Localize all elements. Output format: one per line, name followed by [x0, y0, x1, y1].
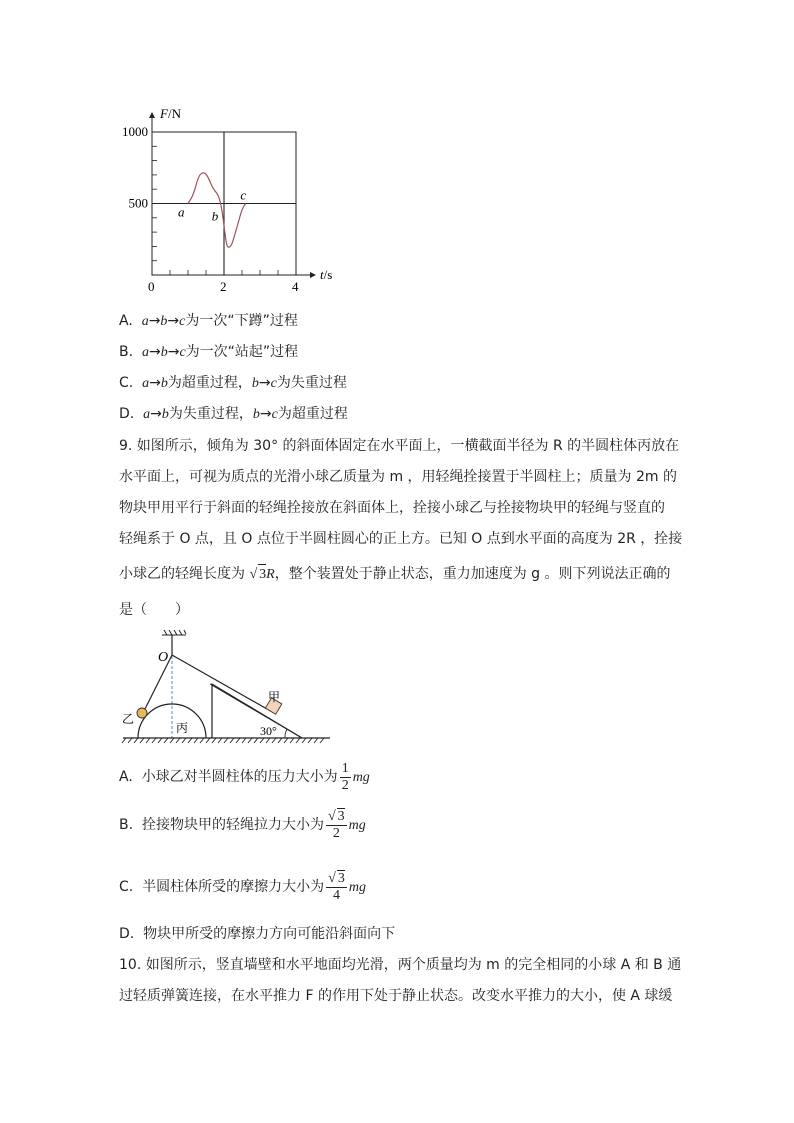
point-label-c: c — [240, 187, 247, 203]
hatch-line — [134, 738, 138, 743]
ball — [137, 708, 147, 718]
hatch-line — [170, 738, 174, 743]
q9-option-a[interactable]: A. 小球乙对半圆柱体的压力大小为 $\frac{1}{2}$ mg — [119, 760, 370, 793]
fraction: $\frac{√ 3}{2}$ — [327, 809, 345, 841]
label-bing: 丙 — [176, 721, 189, 735]
label-jia: 甲 — [268, 690, 281, 704]
y-axis-arrow — [149, 112, 155, 118]
hatch-line — [230, 738, 234, 743]
ceiling-hatch — [162, 630, 186, 635]
hatch-line — [308, 738, 312, 743]
q9-stem-line-2: 水平面上，可视为质点的光滑小球乙质量为 m ，用轻绳拴接置于半圆柱上；质量为 2m 的 — [119, 469, 677, 485]
point-label-b: b — [211, 208, 219, 224]
ground-hatch — [122, 738, 324, 743]
fraction: $\frac{1}{2}$ — [341, 760, 349, 793]
q9-stem-line-1: 9. 如图所示，倾角为 30° 的斜面体固定在水平面上，一横截面半径为 R 的半圆柱体丙放在 — [119, 438, 680, 454]
q8-option-c[interactable]: C. a→b为超重过程，b→c为失重过程 — [119, 375, 347, 391]
hatch-line — [188, 738, 192, 743]
q9-stem-line-5: 小球乙的轻绳长度为 √ 3R，整个装置处于静止状态，重力加速度为 g 。则下列说法正确的 — [119, 564, 671, 585]
hatch-line — [254, 738, 258, 743]
q9-physics-figure — [120, 628, 335, 746]
force-time-chart — [110, 100, 350, 295]
hatch-line — [320, 738, 324, 743]
hatch-line — [242, 738, 246, 743]
q10-stem-line-2: 过轻质弹簧连接，在水平推力 F 的作用下处于静止状态。改变水平推力的大小，使 A 球缓 — [119, 988, 673, 1004]
hatch-line — [224, 738, 228, 743]
q9-stem-line-4: 轻绳系于 O 点，且 O 点位于半圆柱圆心的正上方。已知 O 点到水平面的高度为 2R ，拴接 — [119, 531, 683, 547]
y-tick-label: 1000 — [122, 124, 148, 139]
q9-option-c[interactable]: C. 半圆柱体所受的摩擦力大小为 $\frac{√ 3}{4}$ mg — [119, 871, 366, 903]
q9-stem-line-6: 是（ ） — [119, 602, 189, 618]
q8-option-b[interactable]: B. a→b→c为一次“站起”过程 — [119, 344, 299, 360]
label-o: O — [158, 650, 169, 665]
label-yi: 乙 — [122, 712, 135, 726]
hatch-line — [272, 738, 276, 743]
q8-option-d[interactable]: D. a→b为失重过程，b→c为超重过程 — [119, 406, 348, 422]
hatch-line — [164, 738, 168, 743]
hatch-line — [194, 738, 198, 743]
hatch-line — [176, 738, 180, 743]
q8-option-a[interactable]: A. a→b→c为一次“下蹲”过程 — [119, 313, 298, 329]
point-label-a: a — [178, 204, 185, 220]
hatch-line — [182, 738, 186, 743]
hatch-line — [152, 738, 156, 743]
x-axis-label: t/s — [320, 267, 333, 282]
hatch-line — [278, 738, 282, 743]
x-tick-label: 4 — [292, 279, 299, 294]
q9-option-d[interactable]: D. 物块甲所受的摩擦力方向可能沿斜面向下 — [119, 926, 396, 942]
q9-option-b[interactable]: B. 拴接物块甲的轻绳拉力大小为 $\frac{√ 3}{2}$ mg — [119, 809, 366, 841]
hatch-line — [212, 738, 216, 743]
hatch-line — [302, 738, 306, 743]
fraction: $\frac{√ 3}{4}$ — [328, 871, 345, 903]
x-tick-label: 2 — [220, 279, 227, 294]
hatch-line — [290, 738, 294, 743]
label-angle: 30° — [260, 724, 277, 738]
hatch-line — [140, 738, 144, 743]
rope-to-block — [172, 655, 267, 709]
hatch-line — [266, 738, 270, 743]
hatch-line — [122, 738, 126, 743]
q10-stem-line-1: 10. 如图所示，竖直墙壁和水平地面均光滑，两个质量均为 m 的完全相同的小球 A 和 B 通 — [119, 957, 682, 973]
hatch-line — [218, 738, 222, 743]
hatch-line — [314, 738, 318, 743]
hatch-line — [296, 738, 300, 743]
y-axis-label: F/N — [160, 106, 181, 121]
q9-stem-line-3: 物块甲用平行于斜面的轻绳拴接放在斜面体上，拴接小球乙与拴接物块甲的轻绳与竖直的 — [119, 500, 665, 516]
hatch-line — [200, 738, 204, 743]
hatch-line — [260, 738, 264, 743]
hatch-line — [128, 738, 132, 743]
hatch-line — [206, 738, 210, 743]
x-axis-arrow — [310, 272, 316, 278]
hatch-line — [284, 738, 288, 743]
hatch-line — [158, 738, 162, 743]
x-tick-label: 0 — [148, 279, 155, 294]
hatch-line — [146, 738, 150, 743]
hatch-line — [248, 738, 252, 743]
y-tick-label: 500 — [128, 195, 148, 211]
hatch-line — [236, 738, 240, 743]
